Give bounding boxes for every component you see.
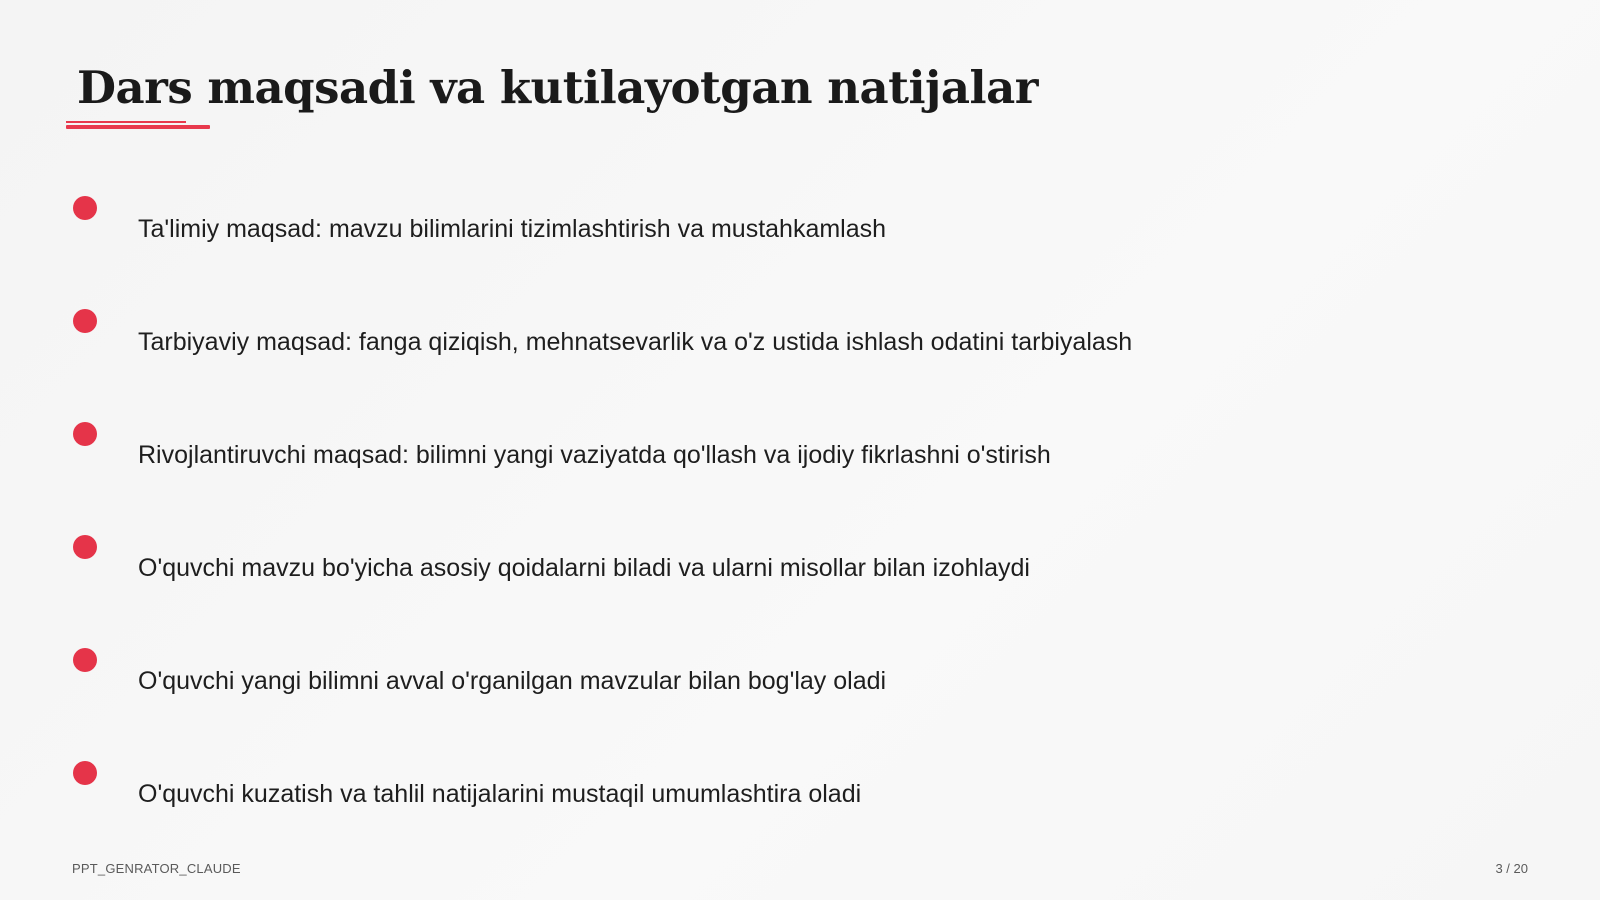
list-item: [72, 196, 1522, 256]
list-item-text: O'quvchi mavzu bo'yicha asosiy qoidalarni biladi va ularni misollar bilan izohlaydi: [138, 554, 1030, 582]
list-item: [72, 648, 1522, 708]
list-item: [72, 761, 1522, 821]
list-item-text: O'quvchi yangi bilimni avval o'rganilgan mavzular bilan bog'lay oladi: [138, 667, 887, 695]
bullet-dot-icon: [73, 309, 97, 333]
bullet-dot-icon: [73, 422, 97, 446]
list-item: [72, 422, 1522, 482]
bullet-dot-icon: [73, 761, 97, 785]
footer-brand: PPT_GENRATOR_CLAUDE: [72, 861, 241, 876]
list-item-text: Rivojlantiruvchi maqsad: bilimni yangi vaziyatda qo'llash va ijodiy fikrlashni o'stirish: [138, 441, 1051, 469]
list-item-text: O'quvchi kuzatish va tahlil natijalarini mustaqil umumlashtira oladi: [138, 780, 862, 808]
bullet-dot-icon: [73, 535, 97, 559]
title-underline-accent: [66, 121, 210, 128]
list-item: [72, 309, 1522, 369]
list-item: [72, 535, 1522, 595]
list-item-text: Ta'limiy maqsad: mavzu bilimlarini tizimlashtirish va mustahkamlash: [138, 215, 887, 243]
list-item-text: Tarbiyaviy maqsad: fanga qiziqish, mehnatsevarlik va o'z ustida ishlash odatini tarbiyalash: [138, 328, 1133, 356]
slide-title: Dars maqsadi va kutilayotgan natijalar: [77, 61, 1038, 114]
title-underline-thick-line: [66, 125, 210, 129]
page-indicator: 3 / 20: [1495, 861, 1528, 876]
bullet-dot-icon: [73, 196, 97, 220]
title-underline-thin-line: [66, 121, 186, 123]
bullet-dot-icon: [73, 648, 97, 672]
